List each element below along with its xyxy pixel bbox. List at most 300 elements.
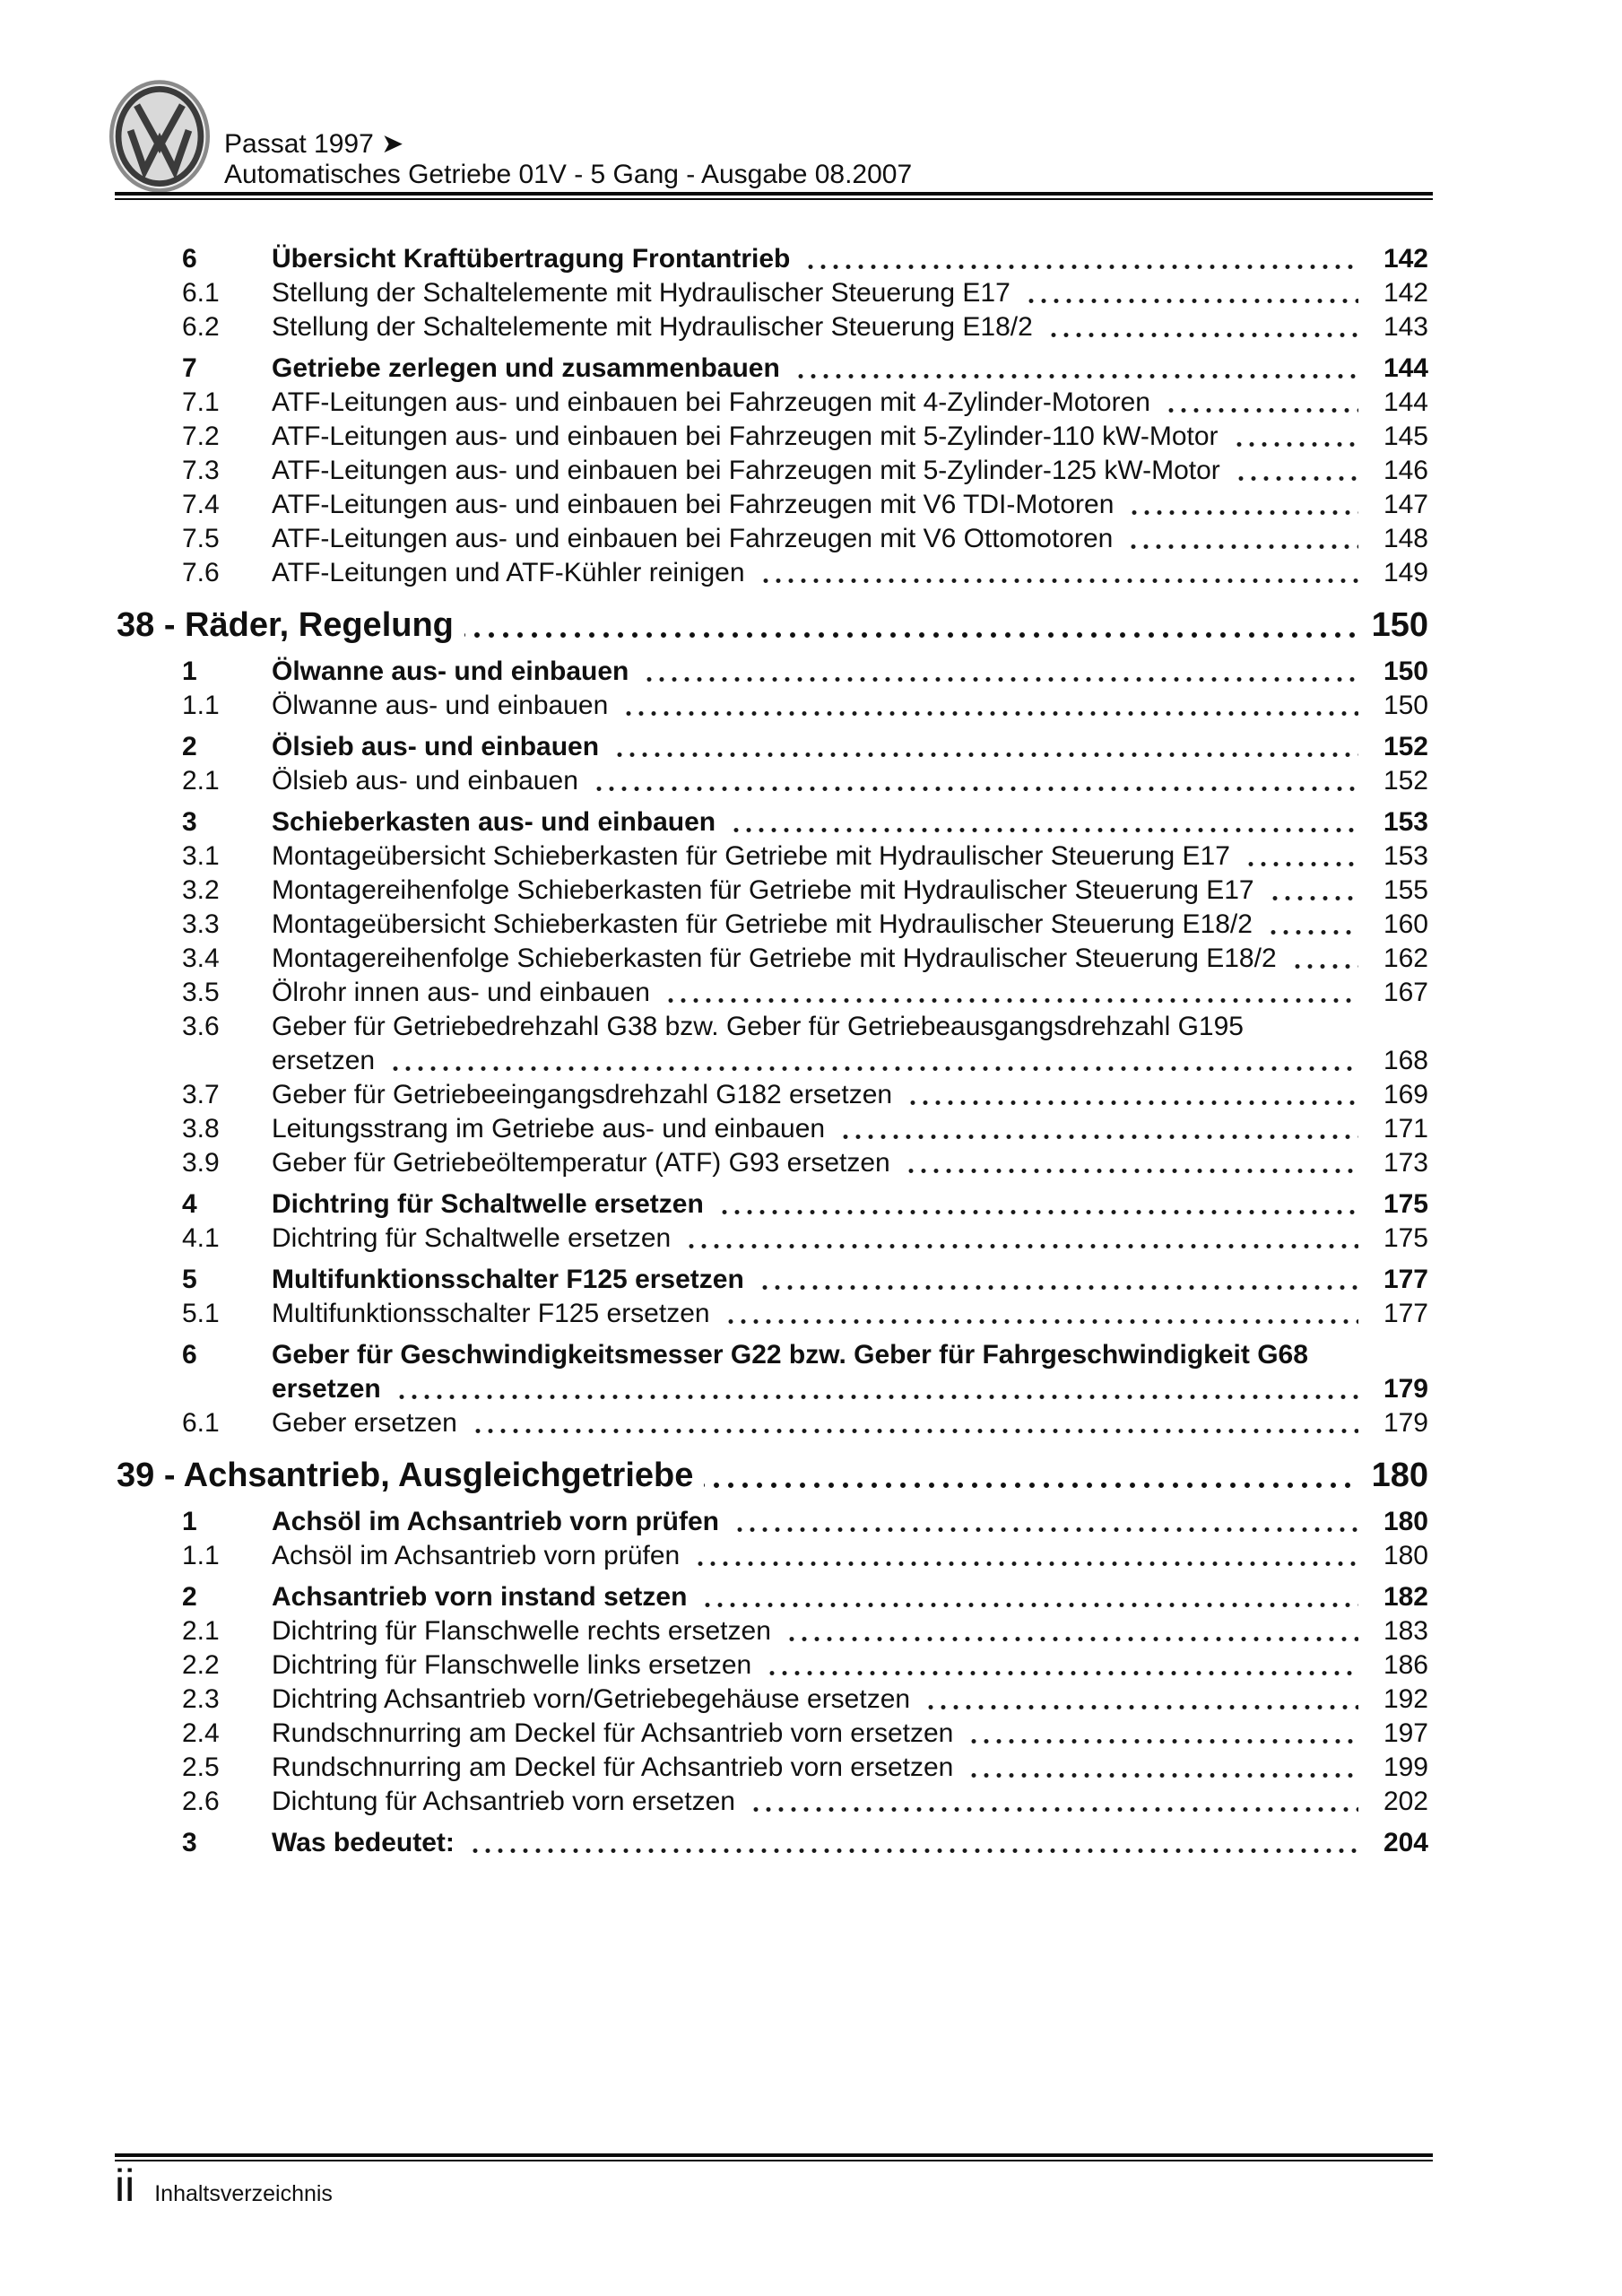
toc-row-number: 7 [182,353,197,383]
vw-logo-icon [109,79,210,194]
toc-row-body [272,874,1428,908]
toc-row-number: 6.1 [182,278,220,308]
chapter-page-number: 180 [1371,1457,1428,1494]
toc-line [272,1263,1428,1297]
toc-row-title: Montageübersicht Schieberkasten für Getriebe mit Hydraulischer Steuerung E17 [272,841,1230,871]
toc-line [272,522,1428,556]
toc-row-number: 3.4 [182,944,220,973]
toc-line [272,556,1428,590]
toc-row-page: 204 [1383,1828,1428,1857]
toc-row [117,1614,1428,1648]
toc-row-title: Geber für Getriebedrehzahl G38 bzw. Geber für Getriebeausgangsdrehzahl G195 [272,1012,1244,1041]
toc-row-page: 199 [1383,1752,1428,1782]
toc-row-number: 5 [182,1265,197,1294]
toc-row-number: 2.3 [182,1684,220,1714]
toc-row-number: 1.1 [182,691,220,720]
dot-leader [755,1263,1358,1297]
toc-row [117,276,1428,310]
toc-row-body [272,1648,1428,1683]
toc-row [117,655,1428,689]
toc-line [272,1648,1428,1683]
toc-row-title: Achsöl im Achsantrieb vorn prüfen [272,1507,719,1536]
toc-line [272,1539,1428,1573]
toc-row-title: Geber für Getriebeeingangsdrehzahl G182 ersetzen [272,1080,893,1109]
dot-leader [698,1580,1358,1614]
toc-row-title: ATF-Leitungen aus- und einbauen bei Fahrzeugen mit V6 TDI-Motoren [272,490,1115,519]
dot-leader [619,689,1358,723]
toc-row-body [272,1010,1428,1078]
toc-row [117,1785,1428,1819]
toc-row-page: 180 [1383,1507,1428,1536]
dot-leader [1288,942,1358,976]
toc-row-title: Getriebe zerlegen und zusammenbauen [272,353,780,383]
toc-row-title: Geber für Geschwindigkeitsmesser G22 bzw. Geber für Fahrgeschwindigkeit G68 [272,1340,1308,1370]
toc-row [117,1751,1428,1785]
dot-leader [1265,874,1358,908]
dot-leader [903,1078,1358,1112]
toc-row-body [272,908,1428,942]
toc-line [272,976,1428,1010]
toc-row [117,420,1428,454]
toc-row-page: 149 [1383,558,1428,587]
toc-row-body [272,1297,1428,1331]
toc-row-page: 183 [1383,1616,1428,1646]
toc-row-number: 3 [182,807,197,837]
toc-row-page: 197 [1383,1718,1428,1748]
dot-leader [791,352,1358,386]
toc-row-number: 4 [182,1189,197,1219]
toc-row-body [272,1683,1428,1717]
dot-leader [801,242,1358,276]
toc-line [272,764,1428,798]
toc-row-number: 7.5 [182,524,220,553]
toc-row-title: Leitungsstrang im Getriebe aus- und einbauen [272,1114,826,1144]
footer-page-number: ii [115,2161,135,2211]
toc-row [117,310,1428,344]
toc-row-title: Dichtung für Achsantrieb vorn ersetzen [272,1787,735,1816]
dot-leader [836,1112,1358,1146]
toc-line [272,1683,1428,1717]
toc-row [117,522,1428,556]
toc-row-page: 144 [1383,387,1428,417]
toc-row-number: 3.3 [182,909,220,939]
toc-line [272,1785,1428,1819]
toc-row-page: 147 [1383,490,1428,519]
dot-leader [756,556,1358,590]
dot-leader [746,1785,1358,1819]
toc-row-title: Achsöl im Achsantrieb vorn prüfen [272,1541,681,1570]
toc-row-title: Stellung der Schaltelemente mit Hydraulischer Steuerung E17 [272,278,1010,308]
toc-row [117,976,1428,1010]
toc-row-title: Geber ersetzen [272,1408,457,1438]
toc-line [272,942,1428,976]
toc-row-page: 175 [1383,1189,1428,1219]
dot-leader [661,976,1358,1010]
toc-row [117,1580,1428,1614]
toc-row-page: 175 [1383,1223,1428,1253]
toc-row-page: 179 [1383,1374,1428,1404]
toc-row-page: 168 [1383,1046,1428,1075]
toc-row-number: 2.2 [182,1650,220,1680]
header-title-block [224,129,912,190]
toc-row-title: Montagereihenfolge Schieberkasten für Getriebe mit Hydraulischer Steuerung E17 [272,875,1254,905]
toc-row-number: 6.1 [182,1408,220,1438]
toc-row-page: 155 [1383,875,1428,905]
toc-line [272,1614,1428,1648]
toc-row-number: 5.1 [182,1299,220,1328]
dot-leader [715,1187,1358,1222]
toc-row-page: 177 [1383,1299,1428,1328]
toc-row-body [272,730,1428,764]
dot-leader [681,1222,1358,1256]
toc-row [117,1539,1428,1573]
toc-row-body [272,1187,1428,1222]
toc-row [117,386,1428,420]
toc-row-title: Schieberkasten aus- und einbauen [272,807,716,837]
toc-row [117,242,1428,276]
toc-line [272,1146,1428,1180]
toc-line [272,1010,1428,1044]
toc-row-body [272,386,1428,420]
toc-row-body [272,1112,1428,1146]
dot-leader [726,805,1358,839]
dot-leader [386,1044,1358,1078]
toc-row [117,1505,1428,1539]
toc-row-number: 3 [182,1828,197,1857]
toc-row [117,1297,1428,1331]
toc-row-body [272,1785,1428,1819]
toc-row-title: Ölwanne aus- und einbauen [272,657,629,686]
toc-row-body [272,310,1428,344]
toc-row-page: 182 [1383,1582,1428,1612]
toc-row [117,556,1428,590]
toc-row-body [272,689,1428,723]
toc-row-body [272,488,1428,522]
toc-line [272,1338,1428,1372]
toc-row [117,1222,1428,1256]
toc-row-page: 179 [1383,1408,1428,1438]
toc-line [272,1112,1428,1146]
toc-row-title: Übersicht Kraftübertragung Frontantrieb [272,244,791,274]
toc-row-page: 150 [1383,691,1428,720]
toc-row-page: 142 [1383,244,1428,274]
toc-line [272,242,1428,276]
toc-row [117,1112,1428,1146]
toc-row [117,1187,1428,1222]
chapter-heading-row [117,1453,1428,1498]
toc-row-body [272,1406,1428,1440]
toc-row-title: Montagereihenfolge Schieberkasten für Getriebe mit Hydraulischer Steuerung E18/2 [272,944,1277,973]
toc-row [117,874,1428,908]
toc-row-title: Geber für Getriebeöltemperatur (ATF) G93 ersetzen [272,1148,890,1178]
toc-row-page: 143 [1383,312,1428,342]
toc-row-number: 6 [182,1340,197,1370]
toc-row-number: 3.9 [182,1148,220,1178]
toc-row [117,1648,1428,1683]
toc-row [117,1717,1428,1751]
toc-line [272,276,1428,310]
toc-row-page: 153 [1383,807,1428,837]
toc-row [117,908,1428,942]
page-footer [115,2161,333,2210]
toc-line [272,1505,1428,1539]
dot-leader [1231,454,1358,488]
footer-rule [115,2153,1433,2161]
toc-row [117,1683,1428,1717]
toc-row-title: Ölwanne aus- und einbauen [272,691,609,720]
toc-row-body [272,1338,1428,1406]
header-rule [115,192,1433,200]
toc-row [117,839,1428,874]
toc-row-body [272,1078,1428,1112]
subtitle-line: Automatisches Getriebe 01V - 5 Gang - Ausgabe 08.2007 [224,160,913,189]
toc-row-body [272,522,1428,556]
toc-line [272,1580,1428,1614]
dot-leader [901,1146,1358,1180]
toc-row-body [272,1751,1428,1785]
toc-row [117,1010,1428,1078]
toc-line [272,1751,1428,1785]
dot-leader [1044,310,1358,344]
toc-row-body [272,839,1428,874]
toc-line [272,1406,1428,1440]
toc-row-number: 3.7 [182,1080,220,1109]
toc-line [272,655,1428,689]
toc-line [272,689,1428,723]
toc-row-title: Dichtring für Flanschwelle links ersetzen [272,1650,752,1680]
toc-row-title: ATF-Leitungen aus- und einbauen bei Fahrzeugen mit 4-Zylinder-Motoren [272,387,1150,417]
toc-row-title: ersetzen [272,1046,376,1075]
model-line: Passat 1997 ➤ [224,129,404,159]
toc-row [117,1406,1428,1440]
toc-row-body [272,556,1428,590]
toc-row-number: 7.4 [182,490,220,519]
toc-row-number: 1 [182,657,197,686]
toc-section [117,603,1428,1440]
toc-row-title: Dichtring für Schaltwelle ersetzen [272,1223,672,1253]
toc-row-title: ATF-Leitungen aus- und einbauen bei Fahrzeugen mit 5-Zylinder-125 kW-Motor [272,456,1220,485]
toc-row [117,1146,1428,1180]
toc-row-title: Montageübersicht Schieberkasten für Getriebe mit Hydraulischer Steuerung E18/2 [272,909,1253,939]
toc-row-page: 153 [1383,841,1428,871]
dot-leader [464,603,1358,648]
toc-line [272,386,1428,420]
toc-row [117,764,1428,798]
toc-row-title: ersetzen [272,1374,381,1404]
toc-row-page: 171 [1383,1114,1428,1144]
toc-row-number: 7.2 [182,422,220,451]
toc-row-page: 186 [1383,1650,1428,1680]
toc-row-number: 3.5 [182,978,220,1007]
toc-row-title: Multifunktionsschalter F125 ersetzen [272,1265,744,1294]
toc-line [272,1826,1428,1860]
toc-row-body [272,1826,1428,1860]
toc-row [117,942,1428,976]
toc-line [272,352,1428,386]
dot-leader [1161,386,1358,420]
toc-row [117,1263,1428,1297]
toc-row-body [272,805,1428,839]
toc-section [117,242,1428,590]
dot-leader [392,1372,1358,1406]
toc-row-title: Ölsieb aus- und einbauen [272,766,578,796]
toc-line [272,1187,1428,1222]
dot-leader [730,1505,1358,1539]
toc-row-body [272,1222,1428,1256]
toc-row-title: Dichtring Achsantrieb vorn/Getriebegehäuse ersetzen [272,1684,911,1714]
toc-line [272,1717,1428,1751]
toc-row-page: 148 [1383,524,1428,553]
toc-row-body [272,1717,1428,1751]
toc-row-title: Achsantrieb vorn instand setzen [272,1582,688,1612]
dot-leader [690,1539,1358,1573]
toc-row-title: ATF-Leitungen aus- und einbauen bei Fahrzeugen mit 5-Zylinder-110 kW-Motor [272,422,1219,451]
toc-row-body [272,1146,1428,1180]
toc-row [117,454,1428,488]
toc-row-title: Ölsieb aus- und einbauen [272,732,600,761]
dot-leader [921,1683,1358,1717]
chapter-heading-label: 39 - Achsantrieb, Ausgleichgetriebe [117,1457,694,1494]
toc-row-page: 173 [1383,1148,1428,1178]
toc-row-body [272,454,1428,488]
dot-leader [1241,839,1358,874]
toc-line [272,310,1428,344]
toc-row-title: Was bedeutet: [272,1828,455,1857]
toc-row-body [272,1505,1428,1539]
toc-row-page: 192 [1383,1684,1428,1714]
toc-section [117,1453,1428,1860]
toc-line [272,420,1428,454]
toc-row-title: Stellung der Schaltelemente mit Hydraulischer Steuerung E18/2 [272,312,1033,342]
toc-row-body [272,276,1428,310]
toc-row-number: 2.1 [182,1616,220,1646]
dot-leader [1123,522,1358,556]
toc-row-body [272,1580,1428,1614]
toc-row-number: 1 [182,1507,197,1536]
chapter-heading-label: 38 - Räder, Regelung [117,606,454,644]
toc-row [117,1078,1428,1112]
toc-row-number: 6.2 [182,312,220,342]
chapter-heading-row [117,603,1428,648]
toc-row-number: 4.1 [182,1223,220,1253]
toc-row-body [272,242,1428,276]
dot-leader [721,1297,1358,1331]
dot-leader [465,1826,1358,1860]
toc-line [272,488,1428,522]
toc-row-body [272,1263,1428,1297]
toc-row-body [272,942,1428,976]
toc-line [272,454,1428,488]
dot-leader [704,1453,1358,1498]
toc-row-title: ATF-Leitungen aus- und einbauen bei Fahrzeugen mit V6 Ottomotoren [272,524,1114,553]
toc-row-page: 152 [1383,766,1428,796]
toc-row-number: 2.4 [182,1718,220,1748]
dot-leader [1263,908,1358,942]
toc-row-number: 2 [182,1582,197,1612]
toc-row-body [272,1614,1428,1648]
toc-row-number: 3.8 [182,1114,220,1144]
toc-line [272,1297,1428,1331]
toc-row-number: 3.1 [182,841,220,871]
toc-row [117,1826,1428,1860]
toc-row-page: 202 [1383,1787,1428,1816]
toc-row-page: 160 [1383,909,1428,939]
toc-row-page: 169 [1383,1080,1428,1109]
chapter-page-number: 150 [1371,606,1428,644]
toc-row [117,805,1428,839]
toc-row-number: 7.3 [182,456,220,485]
toc-row-title: Ölrohr innen aus- und einbauen [272,978,650,1007]
toc-line [272,874,1428,908]
toc-row-body [272,655,1428,689]
dot-leader [964,1751,1358,1785]
toc-row-title: Multifunktionsschalter F125 ersetzen [272,1299,710,1328]
footer-label: Inhaltsverzeichnis [154,2181,333,2206]
dot-leader [639,655,1358,689]
dot-leader [782,1614,1358,1648]
toc-row [117,730,1428,764]
toc-row-page: 152 [1383,732,1428,761]
table-of-contents [117,235,1428,1860]
dot-leader [468,1406,1358,1440]
toc-row-number: 3.2 [182,875,220,905]
toc-row-number: 2.5 [182,1752,220,1782]
toc-row-page: 162 [1383,944,1428,973]
toc-row-page: 145 [1383,422,1428,451]
toc-line [272,1222,1428,1256]
toc-line [272,730,1428,764]
toc-row-page: 146 [1383,456,1428,485]
toc-row-title: Dichtring für Schaltwelle ersetzen [272,1189,704,1219]
toc-row-page: 167 [1383,978,1428,1007]
toc-row-number: 1.1 [182,1541,220,1570]
toc-row-body [272,976,1428,1010]
toc-row-body [272,1539,1428,1573]
toc-row [117,1338,1428,1406]
dot-leader [1021,276,1358,310]
dot-leader [964,1717,1358,1751]
toc-row-number: 7.6 [182,558,220,587]
toc-row-page: 150 [1383,657,1428,686]
dot-leader [1229,420,1358,454]
toc-line [272,908,1428,942]
dot-leader [610,730,1358,764]
dot-leader [589,764,1358,798]
toc-row-number: 3.6 [182,1012,220,1041]
toc-row [117,689,1428,723]
toc-row-title: Rundschnurring am Deckel für Achsantrieb vorn ersetzen [272,1718,954,1748]
toc-line [272,1044,1428,1078]
toc-row-title: Rundschnurring am Deckel für Achsantrieb vorn ersetzen [272,1752,954,1782]
toc-line [272,1372,1428,1406]
toc-row-number: 2.1 [182,766,220,796]
toc-row-number: 2 [182,732,197,761]
toc-row-page: 142 [1383,278,1428,308]
toc-line [272,805,1428,839]
toc-row-title: Dichtring für Flanschwelle rechts ersetzen [272,1616,771,1646]
toc-row-number: 6 [182,244,197,274]
dot-leader [1124,488,1358,522]
dot-leader [762,1648,1358,1683]
toc-row-page: 144 [1383,353,1428,383]
toc-row-body [272,352,1428,386]
toc-row-title: ATF-Leitungen und ATF-Kühler reinigen [272,558,745,587]
toc-row-page: 180 [1383,1541,1428,1570]
toc-row-number: 7.1 [182,387,220,417]
toc-row [117,352,1428,386]
toc-row-body [272,764,1428,798]
toc-row-body [272,420,1428,454]
